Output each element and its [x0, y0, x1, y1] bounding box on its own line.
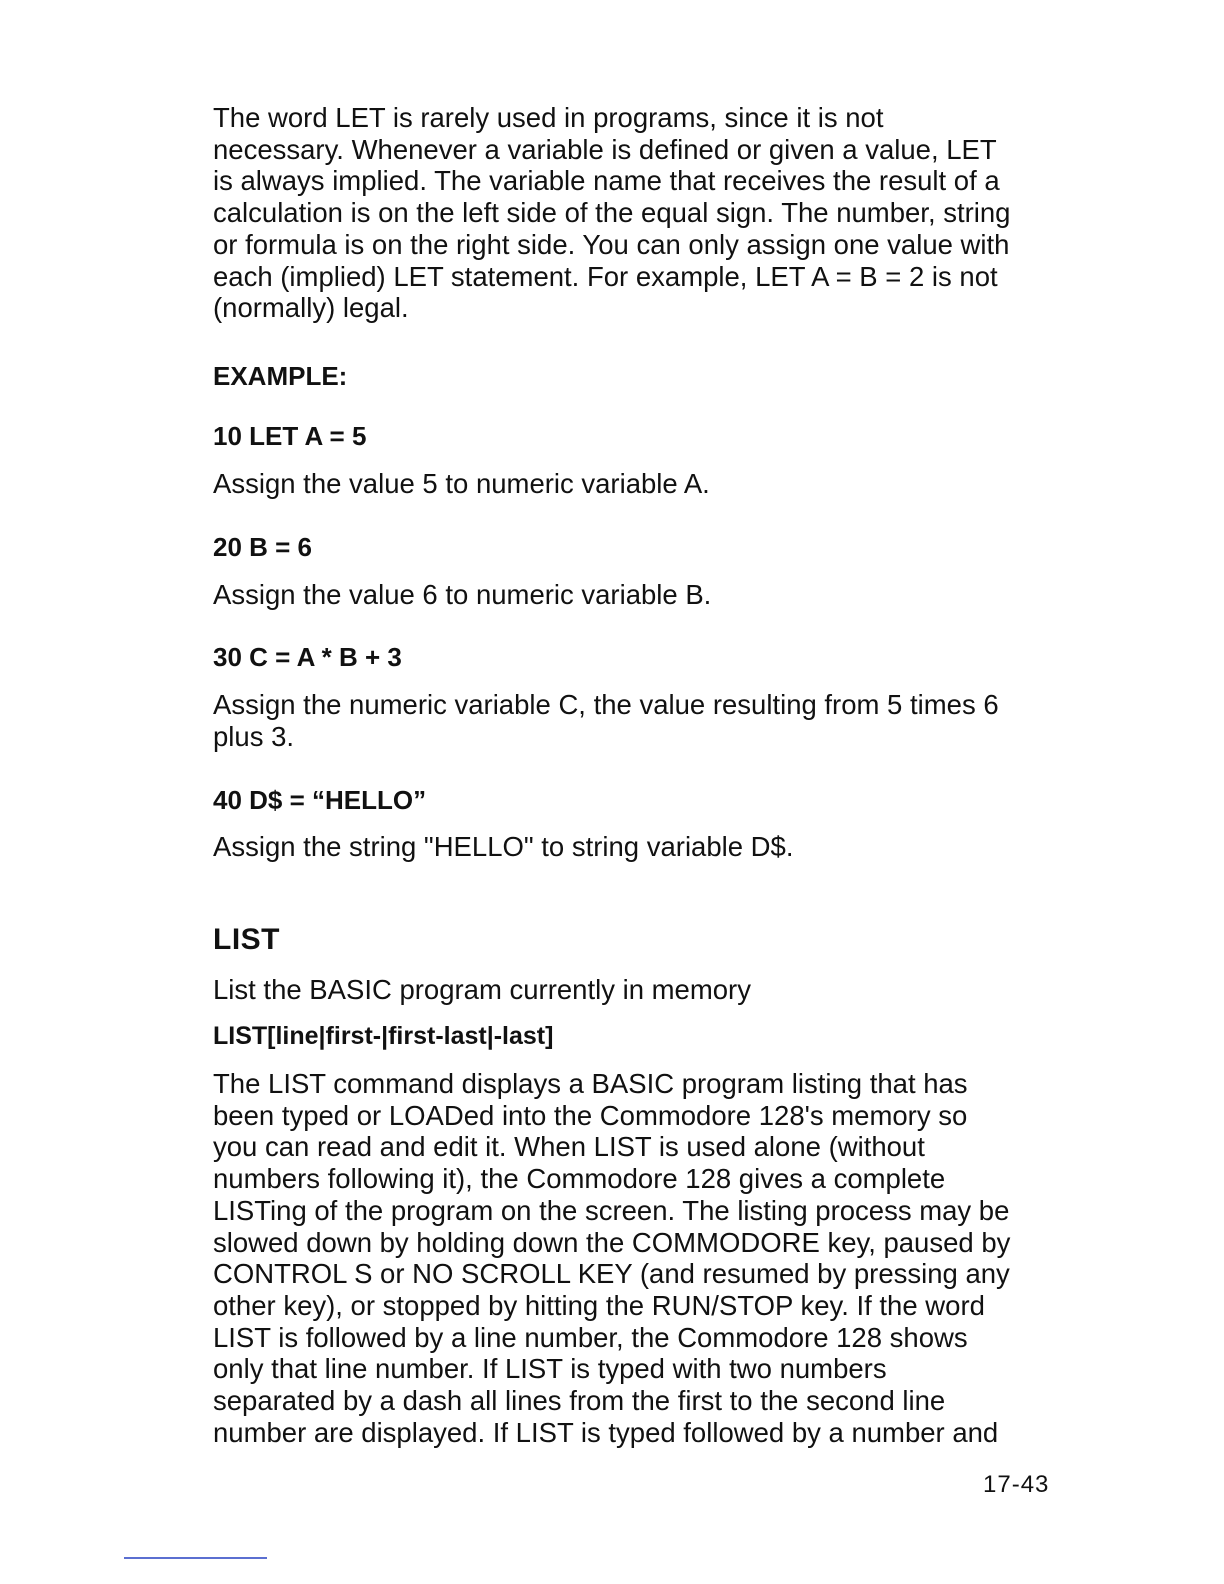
command-syntax: LIST[line|first-|first-last|-last] [213, 1022, 554, 1050]
intro-paragraph: The word LET is rarely used in programs, since it is not necessary. Whenever a variable is defined or given a value, LET is always implied. The variable name that receives the result of a calculation is on the left side of the equal sign. The number, string or formula is on the right side. You can only assign one value with each (implied) LET statement. For example, LET A = B = 2 is not (normally) legal. [213, 102, 1011, 324]
example-code-line: 10 LET A = 5 [213, 421, 367, 451]
example-description: Assign the string "HELLO" to string variable D$. [213, 831, 794, 862]
example-description: Assign the numeric variable C, the value resulting from 5 times 6 plus 3. [213, 689, 999, 752]
example-code-line: 40 D$ = “HELLO” [213, 785, 427, 815]
page-number: 17-43 [983, 1471, 1050, 1498]
example-description: Assign the value 5 to numeric variable A. [213, 468, 710, 499]
example-description: Assign the value 6 to numeric variable B. [213, 579, 712, 610]
example-label: EXAMPLE: [213, 361, 348, 391]
example-code-line: 20 B = 6 [213, 532, 313, 562]
example-code-line: 30 C = A * B + 3 [213, 642, 402, 672]
list-body-paragraph: The LIST command displays a BASIC program listing that has been typed or LOADed into the Commodore 128's memory so you can read and edit it. When LIST is used alone (without numbers following it), the Commodore 128 gives a complete LISTing of the program on the screen. The listing process may be slowed down by holding down the COMMODORE key, paused by CONTROL S or NO SCROLL KEY (and resumed by pressing any other key), or stopped by hitting the RUN/STOP key. If the word LIST is followed by a line number, the Commodore 128 shows only that line number. If LIST is typed with two numbers separated by a dash all lines from the first to the second line number are displayed. If LIST is typed followed by a number and [213, 1068, 1011, 1448]
footer-rule [124, 1557, 267, 1559]
section-subtitle: List the BASIC program currently in memory [213, 974, 751, 1005]
section-heading-list: LIST [213, 923, 280, 956]
